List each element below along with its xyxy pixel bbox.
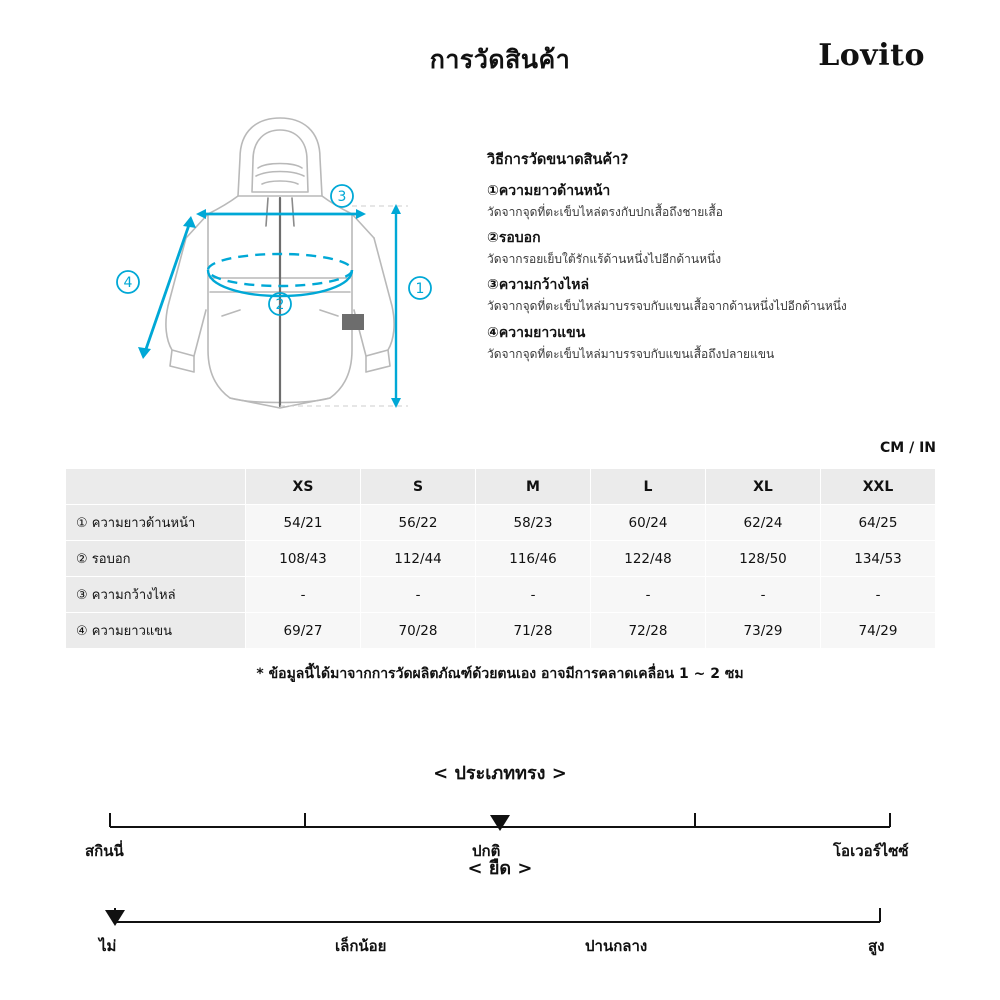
stretch-label-none: ไม่ [99, 937, 117, 955]
instruction-item-2-title [487, 227, 957, 249]
row-label-shoulder: ③ ความกว้างไหล่ [66, 577, 246, 613]
size-table [65, 468, 936, 649]
table-col-xxl: XXL [821, 469, 936, 505]
cell-sleeve-m: 71/28 [476, 613, 591, 649]
instruction-item-4-num: ④ [487, 324, 499, 341]
instruction-item-2-desc: วัดจากรอยเย็บใต้รักแร้ด้านหนึ่งไปอีกด้านหนึ่ง [487, 252, 722, 267]
cell-shoulder-xxl: - [821, 577, 936, 613]
fit-scale-marker [490, 815, 510, 831]
table-row [66, 505, 936, 541]
stretch-scale-labels [0, 934, 1000, 956]
instruction-item-2-label: รอบอก [498, 230, 541, 247]
instruction-item-4-desc: วัดจากจุดที่ตะเข็บไหล่มาบรรจบกับแขนเสื้อถึงปลายแขน [487, 346, 775, 361]
stretch-scale-marker [105, 910, 125, 926]
stretch-scale [0, 853, 1000, 956]
instruction-item-3-desc: วัดจากจุดที่ตะเข็บไหล่มาบรรจบกับแขนเสื้อจากด้านหนึ่งไปอีกด้านหนึ่ง [487, 299, 847, 314]
fit-scale-svg [0, 787, 1000, 839]
instruction-item-1-desc: วัดจากจุดที่ตะเข็บไหล่ตรงกับปกเสื้อถึงชายเสื้อ [487, 205, 723, 219]
cell-chest-xxl: 134/53 [821, 541, 936, 577]
cell-shoulder-xs: - [246, 577, 361, 613]
cell-front-length-m: 58/23 [476, 505, 591, 541]
cell-sleeve-l: 72/28 [591, 613, 706, 649]
marker-4-label: 4 [123, 275, 133, 291]
table-row [66, 577, 936, 613]
table-col-xs: XS [246, 469, 361, 505]
fit-label-oversize: โอเวอร์ไซซ์ [833, 842, 909, 860]
cell-front-length-xxl: 64/25 [821, 505, 936, 541]
cell-front-length-xl: 62/24 [706, 505, 821, 541]
cell-front-length-xs: 54/21 [246, 505, 361, 541]
instruction-item-4-label: ความยาวแขน [498, 324, 586, 341]
fit-scale-title: < ประเภททรง > [433, 763, 567, 784]
table-row [66, 541, 936, 577]
table-col-m: M [476, 469, 591, 505]
cell-chest-xs: 108/43 [246, 541, 361, 577]
cell-chest-s: 112/44 [361, 541, 476, 577]
cell-shoulder-l: - [591, 577, 706, 613]
garment-diagram-svg [90, 110, 470, 420]
instructions-heading: วิธีการวัดขนาดสินค้า? [487, 152, 629, 168]
instruction-item-1-label: ความยาวด้านหน้า [498, 183, 611, 199]
cell-shoulder-m: - [476, 577, 591, 613]
cell-chest-l: 122/48 [591, 541, 706, 577]
fit-scale-axis [0, 787, 1000, 839]
cell-sleeve-xxl: 74/29 [821, 613, 936, 649]
instruction-item-4-title [487, 322, 957, 344]
marker-3-label: 3 [337, 189, 347, 205]
row-label-chest: ② รอบอก [66, 541, 246, 577]
table-col-s: S [361, 469, 476, 505]
cell-chest-m: 116/46 [476, 541, 591, 577]
table-header-row [66, 469, 936, 505]
cell-front-length-s: 56/22 [361, 505, 476, 541]
marker-1-label: 1 [415, 281, 425, 297]
marker-2-label: 2 [275, 297, 285, 313]
table-col-l: L [591, 469, 706, 505]
table-col-xl: XL [706, 469, 821, 505]
instruction-item-3-num: ③ [487, 277, 499, 294]
stretch-label-high: สูง [868, 937, 885, 955]
cell-chest-xl: 128/50 [706, 541, 821, 577]
brand-patch [342, 314, 364, 330]
measurement-note: * ข้อมูลนี้ได้มาจากการวัดผลิตภัณฑ์ด้วยตนเอง อาจมีการคลาดเคลื่อน 1 ~ 2 ซม [256, 666, 744, 682]
garment-diagram [90, 110, 470, 420]
cell-shoulder-xl: - [706, 577, 821, 613]
table-corner-cell [66, 469, 246, 505]
fit-scale [0, 758, 1000, 861]
instruction-item-3-title [487, 274, 957, 296]
instruction-item-1-title [487, 180, 957, 202]
row-label-front-length: ① ความยาวด้านหน้า [66, 505, 246, 541]
cell-shoulder-s: - [361, 577, 476, 613]
stretch-label-slight: เล็กน้อย [335, 937, 387, 955]
cell-front-length-l: 60/24 [591, 505, 706, 541]
instruction-item-2-num: ② [487, 230, 499, 247]
table-row [66, 613, 936, 649]
stretch-label-medium: ปานกลาง [585, 937, 648, 955]
stretch-scale-svg [0, 882, 1000, 934]
brand-logo: Lovito [818, 38, 925, 73]
stretch-scale-axis [0, 882, 1000, 934]
page-title: การวัดสินค้า [429, 45, 571, 74]
fit-label-regular: ปกติ [472, 842, 501, 860]
instruction-item-1-num: ① [487, 183, 499, 199]
measurement-instructions [487, 148, 957, 362]
stretch-scale-title: < ยืด > [467, 858, 533, 879]
row-label-sleeve-length: ④ ความยาวแขน [66, 613, 246, 649]
cell-sleeve-xl: 73/29 [706, 613, 821, 649]
instruction-item-3-label: ความกว้างไหล่ [498, 277, 590, 294]
cell-sleeve-s: 70/28 [361, 613, 476, 649]
unit-label: CM / IN [880, 440, 936, 456]
fit-label-skinny: สกินนี่ [85, 842, 124, 860]
cell-sleeve-xs: 69/27 [246, 613, 361, 649]
